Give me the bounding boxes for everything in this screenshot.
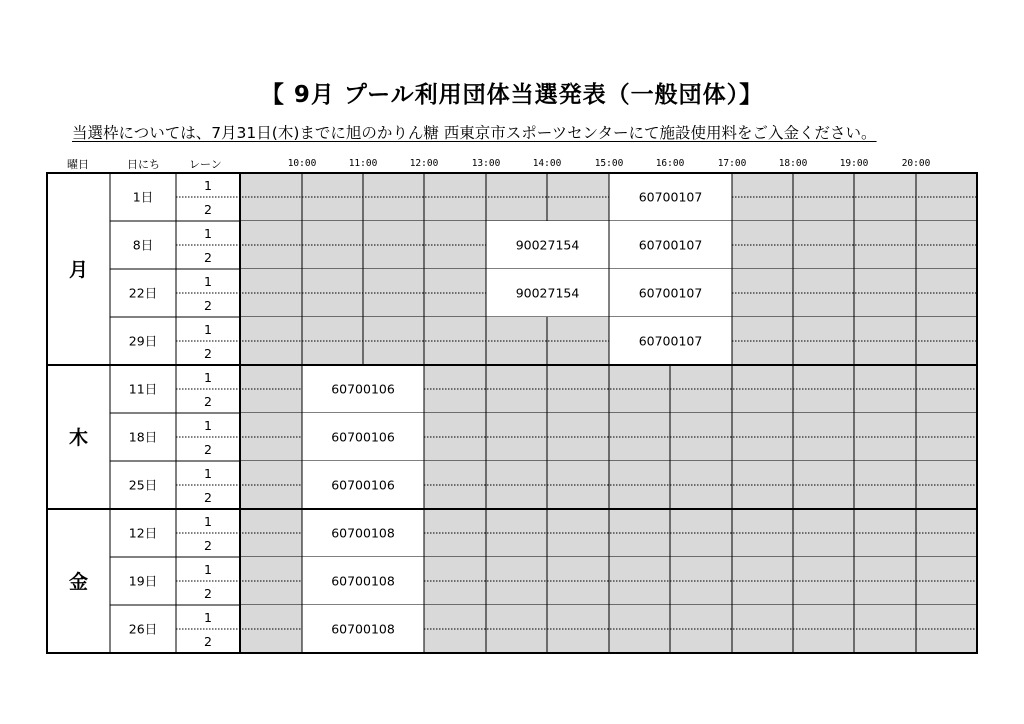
lane-label: 1 <box>204 274 212 289</box>
time-label: 14:00 <box>532 158 562 169</box>
time-label: 11:00 <box>348 158 378 169</box>
booking-id: 90027154 <box>515 237 580 253</box>
time-label: 18:00 <box>778 158 808 169</box>
lane-label: 2 <box>204 634 212 649</box>
lane-label: 2 <box>204 394 212 409</box>
date-label: 1日 <box>132 189 154 205</box>
date-label: 19日 <box>128 573 158 589</box>
lane-label: 1 <box>204 370 212 385</box>
lane-label: 2 <box>204 346 212 361</box>
lane-label: 2 <box>204 490 212 505</box>
page-title: 【 9月 プール利用団体当選発表（一般団体）】 <box>260 82 764 108</box>
booking-id: 60700106 <box>331 429 395 445</box>
lane-label: 2 <box>204 202 212 217</box>
header-weekday: 曜日 <box>67 158 89 171</box>
booking-id: 60700108 <box>331 621 395 637</box>
booking-id: 60700107 <box>638 189 703 205</box>
booking-id: 60700107 <box>638 333 703 349</box>
lane-label: 2 <box>204 586 212 601</box>
time-label: 17:00 <box>717 158 747 169</box>
lane-label: 2 <box>204 538 212 553</box>
lane-label: 2 <box>204 442 212 457</box>
date-label: 29日 <box>128 333 158 349</box>
weekday-label: 木 <box>68 427 89 449</box>
lane-label: 1 <box>204 562 212 577</box>
date-label: 26日 <box>128 621 158 637</box>
date-label: 12日 <box>128 525 158 541</box>
weekday-label: 月 <box>68 259 89 281</box>
booking-id: 60700107 <box>638 285 703 301</box>
date-label: 11日 <box>128 381 158 397</box>
payment-notice: 当選枠については、7月31日(木)までに旭のかりん糖 西東京市スポーツセンターにて施設使用料をご入金ください。 <box>72 124 877 142</box>
time-label: 13:00 <box>471 158 501 169</box>
lane-label: 2 <box>204 250 212 265</box>
lane-label: 1 <box>204 226 212 241</box>
time-label: 12:00 <box>409 158 439 169</box>
lane-label: 1 <box>204 322 212 337</box>
date-label: 25日 <box>128 477 158 493</box>
header-date: 日にち <box>127 158 160 171</box>
lane-label: 2 <box>204 298 212 313</box>
lane-label: 1 <box>204 514 212 529</box>
date-label: 8日 <box>132 237 154 253</box>
time-label: 19:00 <box>839 158 869 169</box>
time-label: 16:00 <box>655 158 685 169</box>
booking-id: 90027154 <box>515 285 580 301</box>
time-label: 10:00 <box>287 158 317 169</box>
date-label: 22日 <box>128 285 158 301</box>
lane-label: 1 <box>204 418 212 433</box>
lane-label: 1 <box>204 466 212 481</box>
booking-id: 60700108 <box>331 573 395 589</box>
booking-id: 60700107 <box>638 237 703 253</box>
lane-label: 1 <box>204 610 212 625</box>
lane-label: 1 <box>204 178 212 193</box>
booking-id: 60700106 <box>331 381 395 397</box>
time-label: 15:00 <box>594 158 624 169</box>
booking-id: 60700106 <box>331 477 395 493</box>
header-lane: レーン <box>189 158 222 171</box>
booking-id: 60700108 <box>331 525 395 541</box>
time-label: 20:00 <box>901 158 931 169</box>
weekday-label: 金 <box>68 571 89 593</box>
date-label: 18日 <box>128 429 158 445</box>
